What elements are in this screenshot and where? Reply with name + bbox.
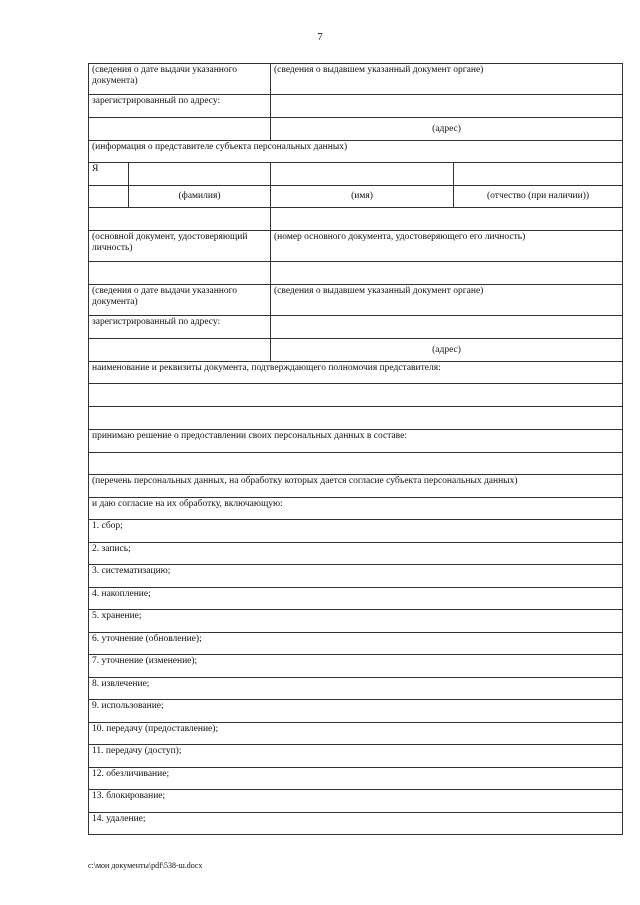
surname-field[interactable] [129, 163, 271, 186]
action-item: 12. обезличивание; [89, 768, 623, 790]
rep-issue-date-label: (сведения о дате выдачи указанного документа) [89, 285, 271, 316]
main-doc-number-field[interactable] [271, 208, 623, 231]
registered-address-label: зарегистрированный по адресу: [89, 95, 271, 118]
authority-doc-field-2[interactable] [89, 407, 623, 430]
action-item: 11. передачу (доступ); [89, 745, 623, 768]
data-list-field[interactable] [89, 453, 623, 475]
patronymic-caption: (отчество (при наличии)) [454, 186, 623, 208]
representative-info-caption: (информация о представителе субъекта персональных данных) [89, 141, 623, 163]
rep-registered-address-field[interactable] [271, 316, 623, 339]
name-caption: (имя) [271, 186, 454, 208]
action-item: 4. накопление; [89, 588, 623, 610]
name-field[interactable] [271, 163, 454, 186]
action-item: 10. передачу (предоставление); [89, 723, 623, 745]
file-path-footer: c:\мои документы\pdf\538-ш.docx [88, 861, 203, 870]
action-item: 3. систематизацию; [89, 565, 623, 588]
main-doc-number-caption: (номер основного документа, удостоверяющего его личность) [271, 231, 623, 262]
data-list-caption: (перечень персональных данных, на обработку которых дается согласие субъекта персональных данных) [89, 475, 623, 498]
action-item: 6. уточнение (обновление); [89, 633, 623, 655]
decision-label: принимаю решение о предоставлении своих персональных данных в составе: [89, 430, 623, 453]
registered-address-field[interactable] [271, 95, 623, 118]
authority-doc-label: наименование и реквизиты документа, подтверждающего полномочия представителя: [89, 362, 623, 384]
rep-address-field-left[interactable] [89, 339, 271, 362]
name-caption-spacer [89, 186, 129, 208]
action-item: 14. удаление; [89, 813, 623, 835]
authority-doc-field-1[interactable] [89, 384, 623, 407]
action-item: 7. уточнение (изменение); [89, 655, 623, 678]
rep-issuer-field[interactable] [271, 262, 623, 285]
action-item: 1. сбор; [89, 520, 623, 543]
ya-label: Я [89, 163, 129, 186]
main-doc-field[interactable] [89, 208, 271, 231]
rep-issuer-label: (сведения о выдавшем указанный документ органе) [271, 285, 623, 316]
consent-label: и даю согласие на их обработку, включающую: [89, 498, 623, 520]
action-item: 9. использование; [89, 700, 623, 723]
page-number: 7 [317, 31, 323, 43]
surname-caption: (фамилия) [129, 186, 271, 208]
rep-registered-address-label: зарегистрированный по адресу: [89, 316, 271, 339]
issue-date-label: (сведения о дате выдачи указанного документа) [89, 64, 271, 95]
rep-address-caption: (адрес) [271, 339, 623, 362]
action-item: 2. запись; [89, 543, 623, 565]
issuer-label: (сведения о выдавшем указанный документ органе) [271, 64, 623, 95]
address-caption: (адрес) [271, 118, 623, 141]
patronymic-field[interactable] [454, 163, 623, 186]
consent-form-table [88, 63, 623, 835]
rep-issue-date-field[interactable] [89, 262, 271, 285]
action-item: 8. извлечение; [89, 678, 623, 700]
address-field-left[interactable] [89, 118, 271, 141]
main-doc-caption: (основной документ, удостоверяющий личность) [89, 231, 271, 262]
action-item: 13. блокирование; [89, 790, 623, 813]
action-item: 5. хранение; [89, 610, 623, 633]
